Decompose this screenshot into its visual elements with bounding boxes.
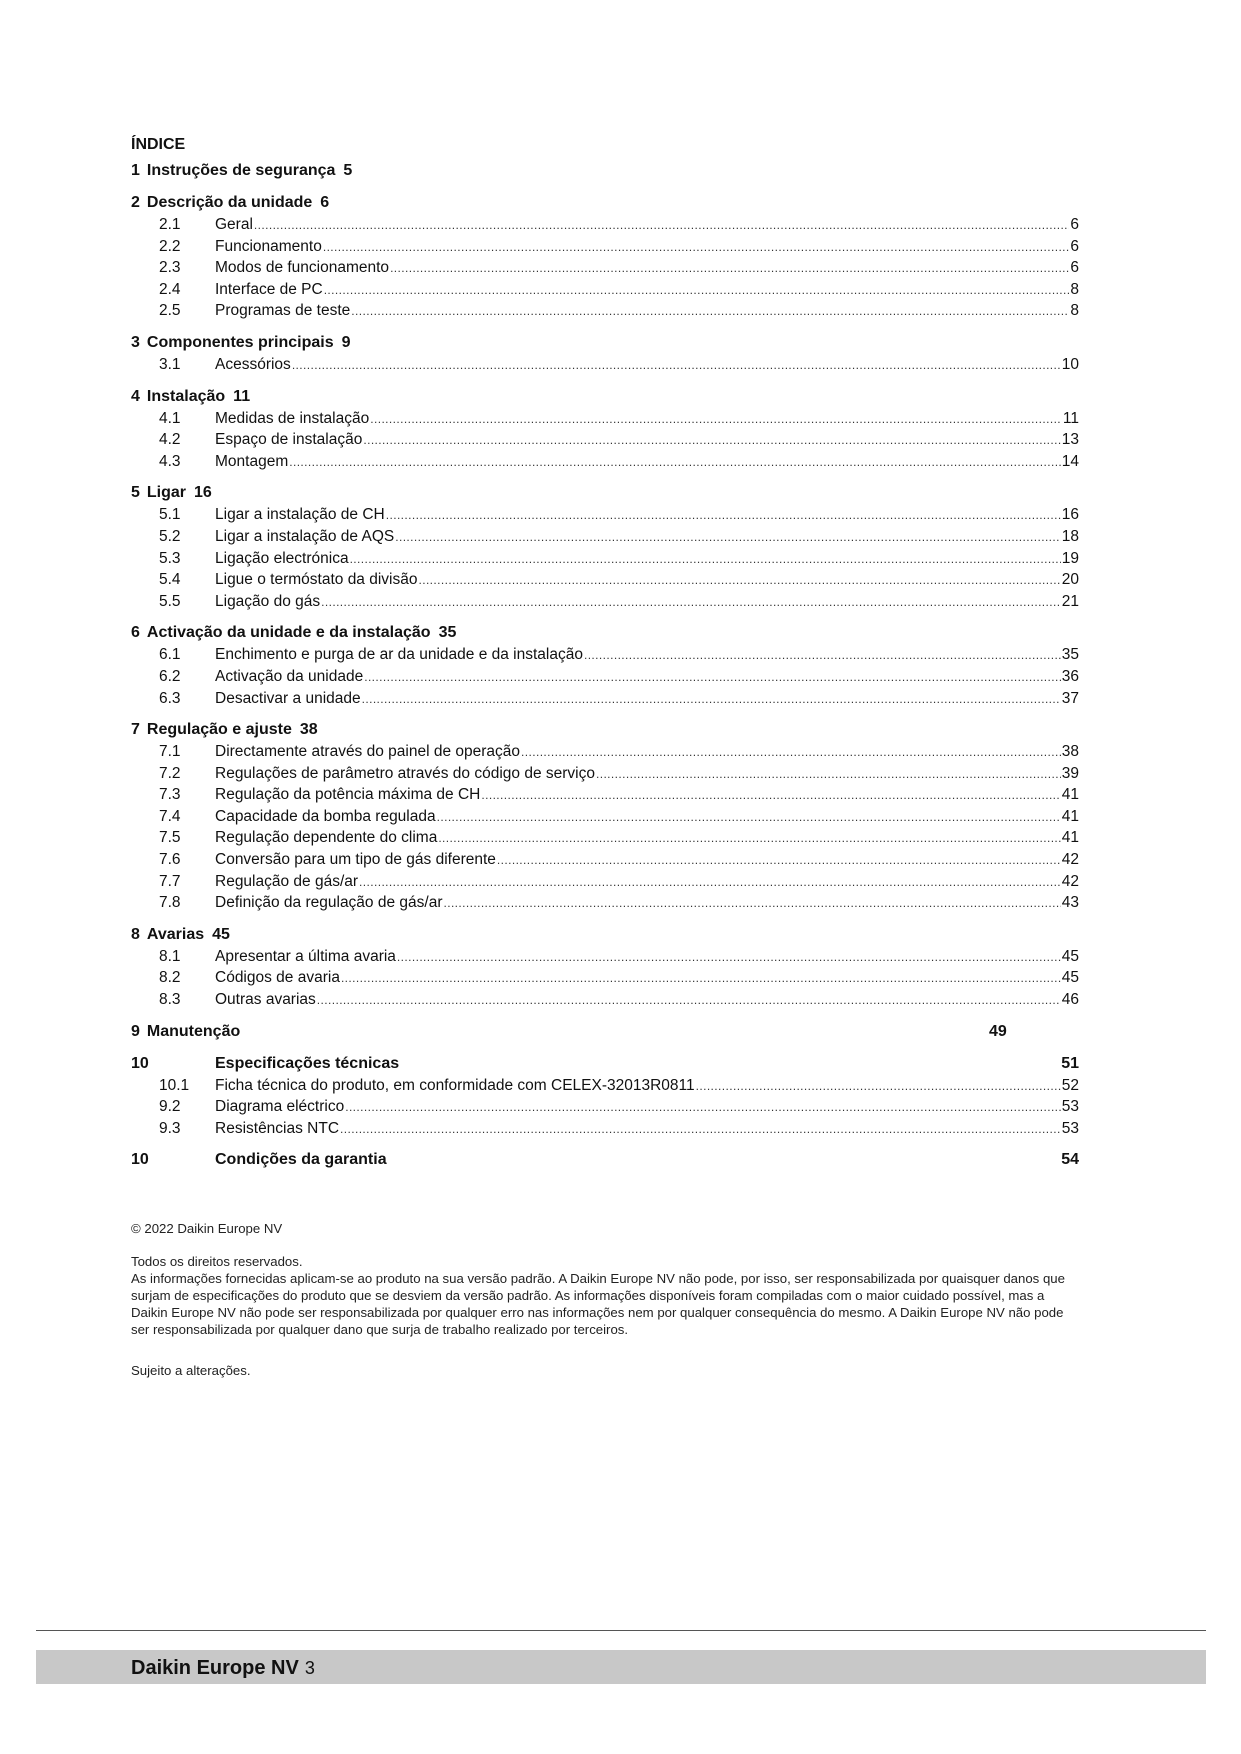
section-page: 9 xyxy=(341,333,351,351)
toc-entry-page: 37 xyxy=(1061,689,1079,707)
section-number: 10 xyxy=(131,1054,149,1072)
table-of-contents xyxy=(131,160,1079,1171)
toc-entry-number: 4.1 xyxy=(159,409,181,427)
toc-entry-number: 6.1 xyxy=(159,646,181,664)
section-number: 9 xyxy=(131,1022,140,1040)
section-number: 3 xyxy=(131,333,140,351)
toc-section xyxy=(131,1149,1079,1171)
dot-leader xyxy=(596,763,1061,786)
dot-leader xyxy=(481,784,1060,807)
dot-leader xyxy=(317,989,1061,1012)
toc-entry-page: 35 xyxy=(1061,646,1079,664)
toc-entry-number: 8.2 xyxy=(159,969,181,987)
toc-entry[interactable] xyxy=(131,784,1079,806)
dot-leader xyxy=(497,849,1061,872)
spacer xyxy=(240,1021,981,1043)
toc-entry-page: 42 xyxy=(1061,851,1079,869)
toc-section-heading[interactable] xyxy=(131,386,1079,408)
toc-entry-number: 7.8 xyxy=(159,894,181,912)
toc-entry-page: 6 xyxy=(1070,237,1079,255)
toc-section-heading[interactable] xyxy=(131,482,1079,504)
section-number: 1 xyxy=(131,162,140,179)
toc-entry-label: Outras avarias xyxy=(215,991,316,1009)
dot-leader xyxy=(418,569,1060,592)
toc-entry-number: 7.1 xyxy=(159,743,181,761)
toc-section xyxy=(131,622,1079,709)
toc-entry-label: Diagrama eléctrico xyxy=(215,1098,345,1116)
toc-section xyxy=(131,1053,1079,1140)
spacer xyxy=(399,1053,1053,1075)
section-page: 5 xyxy=(343,162,353,179)
section-title: Componentes principais xyxy=(146,333,334,351)
section-title: Condições da garantia xyxy=(215,1151,387,1169)
section-page: 38 xyxy=(299,721,318,739)
toc-section xyxy=(131,192,1079,322)
toc-entry-number: 5.1 xyxy=(159,506,181,524)
toc-entry[interactable] xyxy=(131,946,1079,968)
toc-entry-page: 6 xyxy=(1070,259,1079,277)
toc-entry-page: 19 xyxy=(1061,549,1079,567)
toc-entry-number: 4.2 xyxy=(159,431,181,449)
toc-section-heading[interactable] xyxy=(131,719,1079,741)
toc-entry-label: Interface de PC xyxy=(215,280,323,298)
toc-entry[interactable] xyxy=(131,763,1079,785)
toc-entry-number: 7.3 xyxy=(159,786,181,804)
toc-entry-page: 46 xyxy=(1061,991,1079,1009)
toc-entry-label: Activação da unidade xyxy=(215,667,364,685)
toc-entry[interactable] xyxy=(131,666,1079,688)
toc-entry-page: 53 xyxy=(1061,1119,1079,1137)
toc-section-heading[interactable] xyxy=(131,622,1079,644)
toc-entry[interactable] xyxy=(131,408,1079,430)
dot-leader xyxy=(437,806,1061,829)
toc-entry[interactable] xyxy=(131,967,1079,989)
section-page: 49 xyxy=(989,1022,1007,1040)
toc-entry-label: Funcionamento xyxy=(215,237,322,255)
legal-notice xyxy=(131,1220,1081,1395)
copyright: © 2022 Daikin Europe NV xyxy=(131,1221,283,1236)
section-page: 54 xyxy=(1061,1151,1079,1169)
toc-entry-page: 52 xyxy=(1061,1076,1079,1094)
toc-entry-page: 36 xyxy=(1061,667,1079,685)
toc-entry[interactable] xyxy=(131,548,1079,570)
toc-entry-label: Ligue o termóstato da divisão xyxy=(215,571,418,589)
toc-entry[interactable] xyxy=(131,989,1079,1011)
dot-leader xyxy=(363,429,1060,452)
dot-leader xyxy=(321,591,1061,614)
dot-leader xyxy=(345,1096,1061,1119)
toc-entry-number: 9.2 xyxy=(159,1098,181,1116)
toc-entry[interactable] xyxy=(131,300,1079,322)
dot-leader xyxy=(438,827,1060,850)
toc-entry-label: Ligação electrónica xyxy=(215,549,349,567)
toc-entry-number: 2.2 xyxy=(159,237,181,255)
toc-entry-label: Programas de teste xyxy=(215,302,351,320)
dot-leader xyxy=(292,354,1061,377)
toc-entry-page: 38 xyxy=(1061,743,1079,761)
toc-entry-page: 11 xyxy=(1062,409,1079,427)
toc-entry-number: 10.1 xyxy=(159,1076,190,1094)
toc-entry-page: 53 xyxy=(1061,1098,1079,1116)
toc-section-heading[interactable] xyxy=(131,924,1079,946)
toc-entry[interactable] xyxy=(131,236,1079,258)
toc-entry[interactable] xyxy=(131,591,1079,613)
toc-entry-number: 2.4 xyxy=(159,280,181,298)
dot-leader xyxy=(584,644,1061,667)
toc-entry-number: 3.1 xyxy=(159,355,181,373)
toc-entry-number: 2.5 xyxy=(159,302,181,320)
toc-entry-number: 6.3 xyxy=(159,689,181,707)
toc-entry-label: Definição da regulação de gás/ar xyxy=(215,894,443,912)
toc-entry[interactable] xyxy=(131,1075,1079,1097)
toc-entry-label: Regulações de parâmetro através do código de serviço xyxy=(215,764,595,782)
spacer xyxy=(387,1149,1054,1171)
section-number: 8 xyxy=(131,925,140,943)
dot-leader xyxy=(351,300,1069,323)
section-number: 4 xyxy=(131,387,140,405)
dot-leader xyxy=(395,526,1061,549)
subject-to-change: Sujeito a alterações. xyxy=(131,1363,251,1378)
rights-reserved: Todos os direitos reservados. xyxy=(131,1254,303,1269)
toc-entry-page: 41 xyxy=(1061,786,1079,804)
toc-entry-number: 9.3 xyxy=(159,1119,181,1137)
toc-entry[interactable] xyxy=(131,892,1079,914)
toc-entry-number: 7.5 xyxy=(159,829,181,847)
toc-section xyxy=(131,160,1079,182)
section-title: Descrição da unidade xyxy=(146,194,313,211)
dot-leader xyxy=(341,967,1061,990)
section-page: 16 xyxy=(194,484,212,502)
toc-entry-label: Apresentar a última avaria xyxy=(215,947,396,965)
toc-entry-page: 21 xyxy=(1061,592,1079,610)
toc-entry-label: Conversão para um tipo de gás diferente xyxy=(215,851,496,869)
toc-entry-page: 45 xyxy=(1061,969,1079,987)
section-title: Ligar xyxy=(146,484,187,502)
toc-entry-label: Regulação da potência máxima de CH xyxy=(215,786,481,804)
toc-entry[interactable] xyxy=(131,1096,1079,1118)
toc-entry-page: 13 xyxy=(1061,431,1079,449)
toc-entry-label: Códigos de avaria xyxy=(215,969,340,987)
toc-entry-number: 8.3 xyxy=(159,991,181,1009)
dot-leader xyxy=(359,871,1061,894)
toc-entry-number: 7.4 xyxy=(159,807,181,825)
footer-company: Daikin Europe NV xyxy=(131,1657,299,1679)
section-title: Avarias xyxy=(146,925,205,943)
toc-section-heading[interactable] xyxy=(131,1149,1079,1171)
dot-leader xyxy=(386,504,1061,527)
toc-entry-number: 5.4 xyxy=(159,571,181,589)
toc-entry-page: 20 xyxy=(1061,571,1079,589)
toc-entry[interactable] xyxy=(131,644,1079,666)
dot-leader xyxy=(521,741,1061,764)
toc-entry[interactable] xyxy=(131,1118,1079,1140)
section-number: 7 xyxy=(131,721,140,739)
toc-entry-label: Capacidade da bomba regulada xyxy=(215,807,436,825)
toc-section xyxy=(131,386,1079,473)
toc-entry[interactable] xyxy=(131,257,1079,279)
toc-entry-number: 7.6 xyxy=(159,851,181,869)
section-title: Instruções de segurança xyxy=(146,162,336,179)
toc-entry-label: Ligar a instalação de CH xyxy=(215,506,385,524)
section-page: 35 xyxy=(438,624,457,642)
toc-entry-label: Resistências NTC xyxy=(215,1119,340,1137)
toc-entry[interactable] xyxy=(131,806,1079,828)
toc-entry-page: 42 xyxy=(1061,872,1079,890)
toc-title: ÍNDICE xyxy=(131,136,186,153)
toc-entry[interactable] xyxy=(131,741,1079,763)
dot-leader xyxy=(340,1118,1061,1141)
disclaimer: As informações fornecidas aplicam-se ao produto na sua versão padrão. A Daikin Europe NV não pode, por isso, ser responsabilizada por quaisquer danos que surjam de especificações do produto que se desviem da versão padrão. As informações disponíveis foram compiladas com o maior cuidado possível, mas a Daikin Europe NV não pode ser responsabilizada por qualquer erro nas informações nem por qualquer consequência do mesmo. A Daikin Europe NV não pode ser responsabilizada por qualquer dano que surja de trabalho realizado por terceiros. xyxy=(131,1271,1065,1337)
dot-leader xyxy=(324,279,1070,302)
toc-section xyxy=(131,719,1079,914)
toc-section-heading[interactable] xyxy=(131,1021,1079,1043)
toc-entry-number: 5.3 xyxy=(159,549,181,567)
toc-entry-label: Directamente através do painel de operação xyxy=(215,743,521,761)
toc-entry-number: 2.1 xyxy=(159,216,181,233)
section-page: 6 xyxy=(320,194,330,211)
dot-leader xyxy=(364,666,1061,689)
toc-section xyxy=(131,482,1079,612)
toc-entry-label: Medidas de instalação xyxy=(215,409,370,427)
dot-leader xyxy=(390,257,1069,280)
toc-section-heading[interactable] xyxy=(131,332,1079,354)
toc-section-heading[interactable] xyxy=(131,160,1079,182)
toc-entry[interactable] xyxy=(131,871,1079,893)
toc-entry-number: 4.3 xyxy=(159,452,181,470)
toc-entry[interactable] xyxy=(131,279,1079,301)
toc-entry-label: Espaço de instalação xyxy=(215,431,363,449)
toc-entry-page: 14 xyxy=(1061,452,1079,470)
toc-entry-page: 39 xyxy=(1061,764,1079,782)
section-number: 2 xyxy=(131,194,140,211)
dot-leader xyxy=(289,451,1061,474)
toc-entry-label: Acessórios xyxy=(215,355,291,373)
toc-entry-label: Regulação de gás/ar xyxy=(215,872,359,890)
toc-entry[interactable] xyxy=(131,569,1079,591)
dot-leader xyxy=(362,688,1061,711)
dot-leader xyxy=(696,1075,1061,1098)
section-page: 11 xyxy=(233,387,251,405)
toc-entry[interactable] xyxy=(131,827,1079,849)
dot-leader xyxy=(443,892,1060,915)
toc-entry-number: 7.7 xyxy=(159,872,181,890)
section-number: 6 xyxy=(131,624,140,642)
toc-entry-page: 8 xyxy=(1070,302,1079,320)
toc-entry-label: Ligação do gás xyxy=(215,592,321,610)
toc-entry-page: 41 xyxy=(1061,807,1079,825)
section-number: 10 xyxy=(131,1151,149,1169)
toc-entry-label: Ligar a instalação de AQS xyxy=(215,527,395,545)
section-title: Instalação xyxy=(146,387,226,405)
toc-entry-page: 6 xyxy=(1070,216,1079,233)
toc-entry[interactable] xyxy=(131,849,1079,871)
toc-section-heading[interactable] xyxy=(131,1053,1079,1075)
dot-leader xyxy=(323,236,1070,259)
toc-entry-label: Enchimento e purga de ar da unidade e da instalação xyxy=(215,646,583,664)
toc-entry-label: Modos de funcionamento xyxy=(215,259,390,277)
toc-entry[interactable] xyxy=(131,526,1079,548)
toc-entry[interactable] xyxy=(131,688,1079,710)
section-title: Regulação e ajuste xyxy=(146,721,292,739)
toc-entry-label: Ficha técnica do produto, em conformidade com CELEX-32013R0811 xyxy=(215,1076,695,1094)
toc-entry-label: Geral xyxy=(215,216,253,233)
toc-section-heading[interactable] xyxy=(131,192,1079,214)
dot-leader xyxy=(370,408,1062,431)
toc-section xyxy=(131,924,1079,1011)
toc-entry-label: Montagem xyxy=(215,452,289,470)
toc-entry[interactable] xyxy=(131,354,1079,376)
toc-entry-page: 45 xyxy=(1061,947,1079,965)
section-title: Activação da unidade e da instalação xyxy=(146,624,431,642)
section-number: 5 xyxy=(131,484,140,502)
toc-entry-number: 2.3 xyxy=(159,259,181,277)
toc-entry-page: 8 xyxy=(1070,280,1079,298)
toc-entry-page: 43 xyxy=(1061,894,1079,912)
toc-entry-number: 6.2 xyxy=(159,667,181,685)
toc-entry[interactable] xyxy=(131,504,1079,526)
dot-leader xyxy=(397,946,1061,969)
toc-entry-label: Regulação dependente do clima xyxy=(215,829,438,847)
section-page: 51 xyxy=(1061,1054,1079,1072)
dot-leader xyxy=(350,548,1061,571)
toc-entry-page: 41 xyxy=(1061,829,1079,847)
toc-section xyxy=(131,1021,1079,1043)
section-title: Manutenção xyxy=(146,1022,241,1040)
toc-entry-number: 5.2 xyxy=(159,527,181,545)
footer-divider xyxy=(36,1630,1206,1631)
toc-entry[interactable] xyxy=(131,429,1079,451)
toc-entry-page: 16 xyxy=(1061,506,1079,524)
section-title: Especificações técnicas xyxy=(215,1054,400,1072)
section-page: 45 xyxy=(212,925,230,943)
toc-entry-label: Desactivar a unidade xyxy=(215,689,361,707)
toc-entry-number: 8.1 xyxy=(159,947,181,965)
toc-entry[interactable] xyxy=(131,451,1079,473)
toc-section xyxy=(131,332,1079,376)
toc-entry[interactable] xyxy=(131,214,1079,236)
toc-entry-page: 18 xyxy=(1061,527,1079,545)
toc-entry-number: 5.5 xyxy=(159,592,181,610)
footer-page-number: 3 xyxy=(304,1658,315,1678)
toc-entry-number: 7.2 xyxy=(159,764,181,782)
toc-entry-page: 10 xyxy=(1061,355,1079,373)
footer xyxy=(131,1657,315,1680)
dot-leader xyxy=(254,214,1069,237)
